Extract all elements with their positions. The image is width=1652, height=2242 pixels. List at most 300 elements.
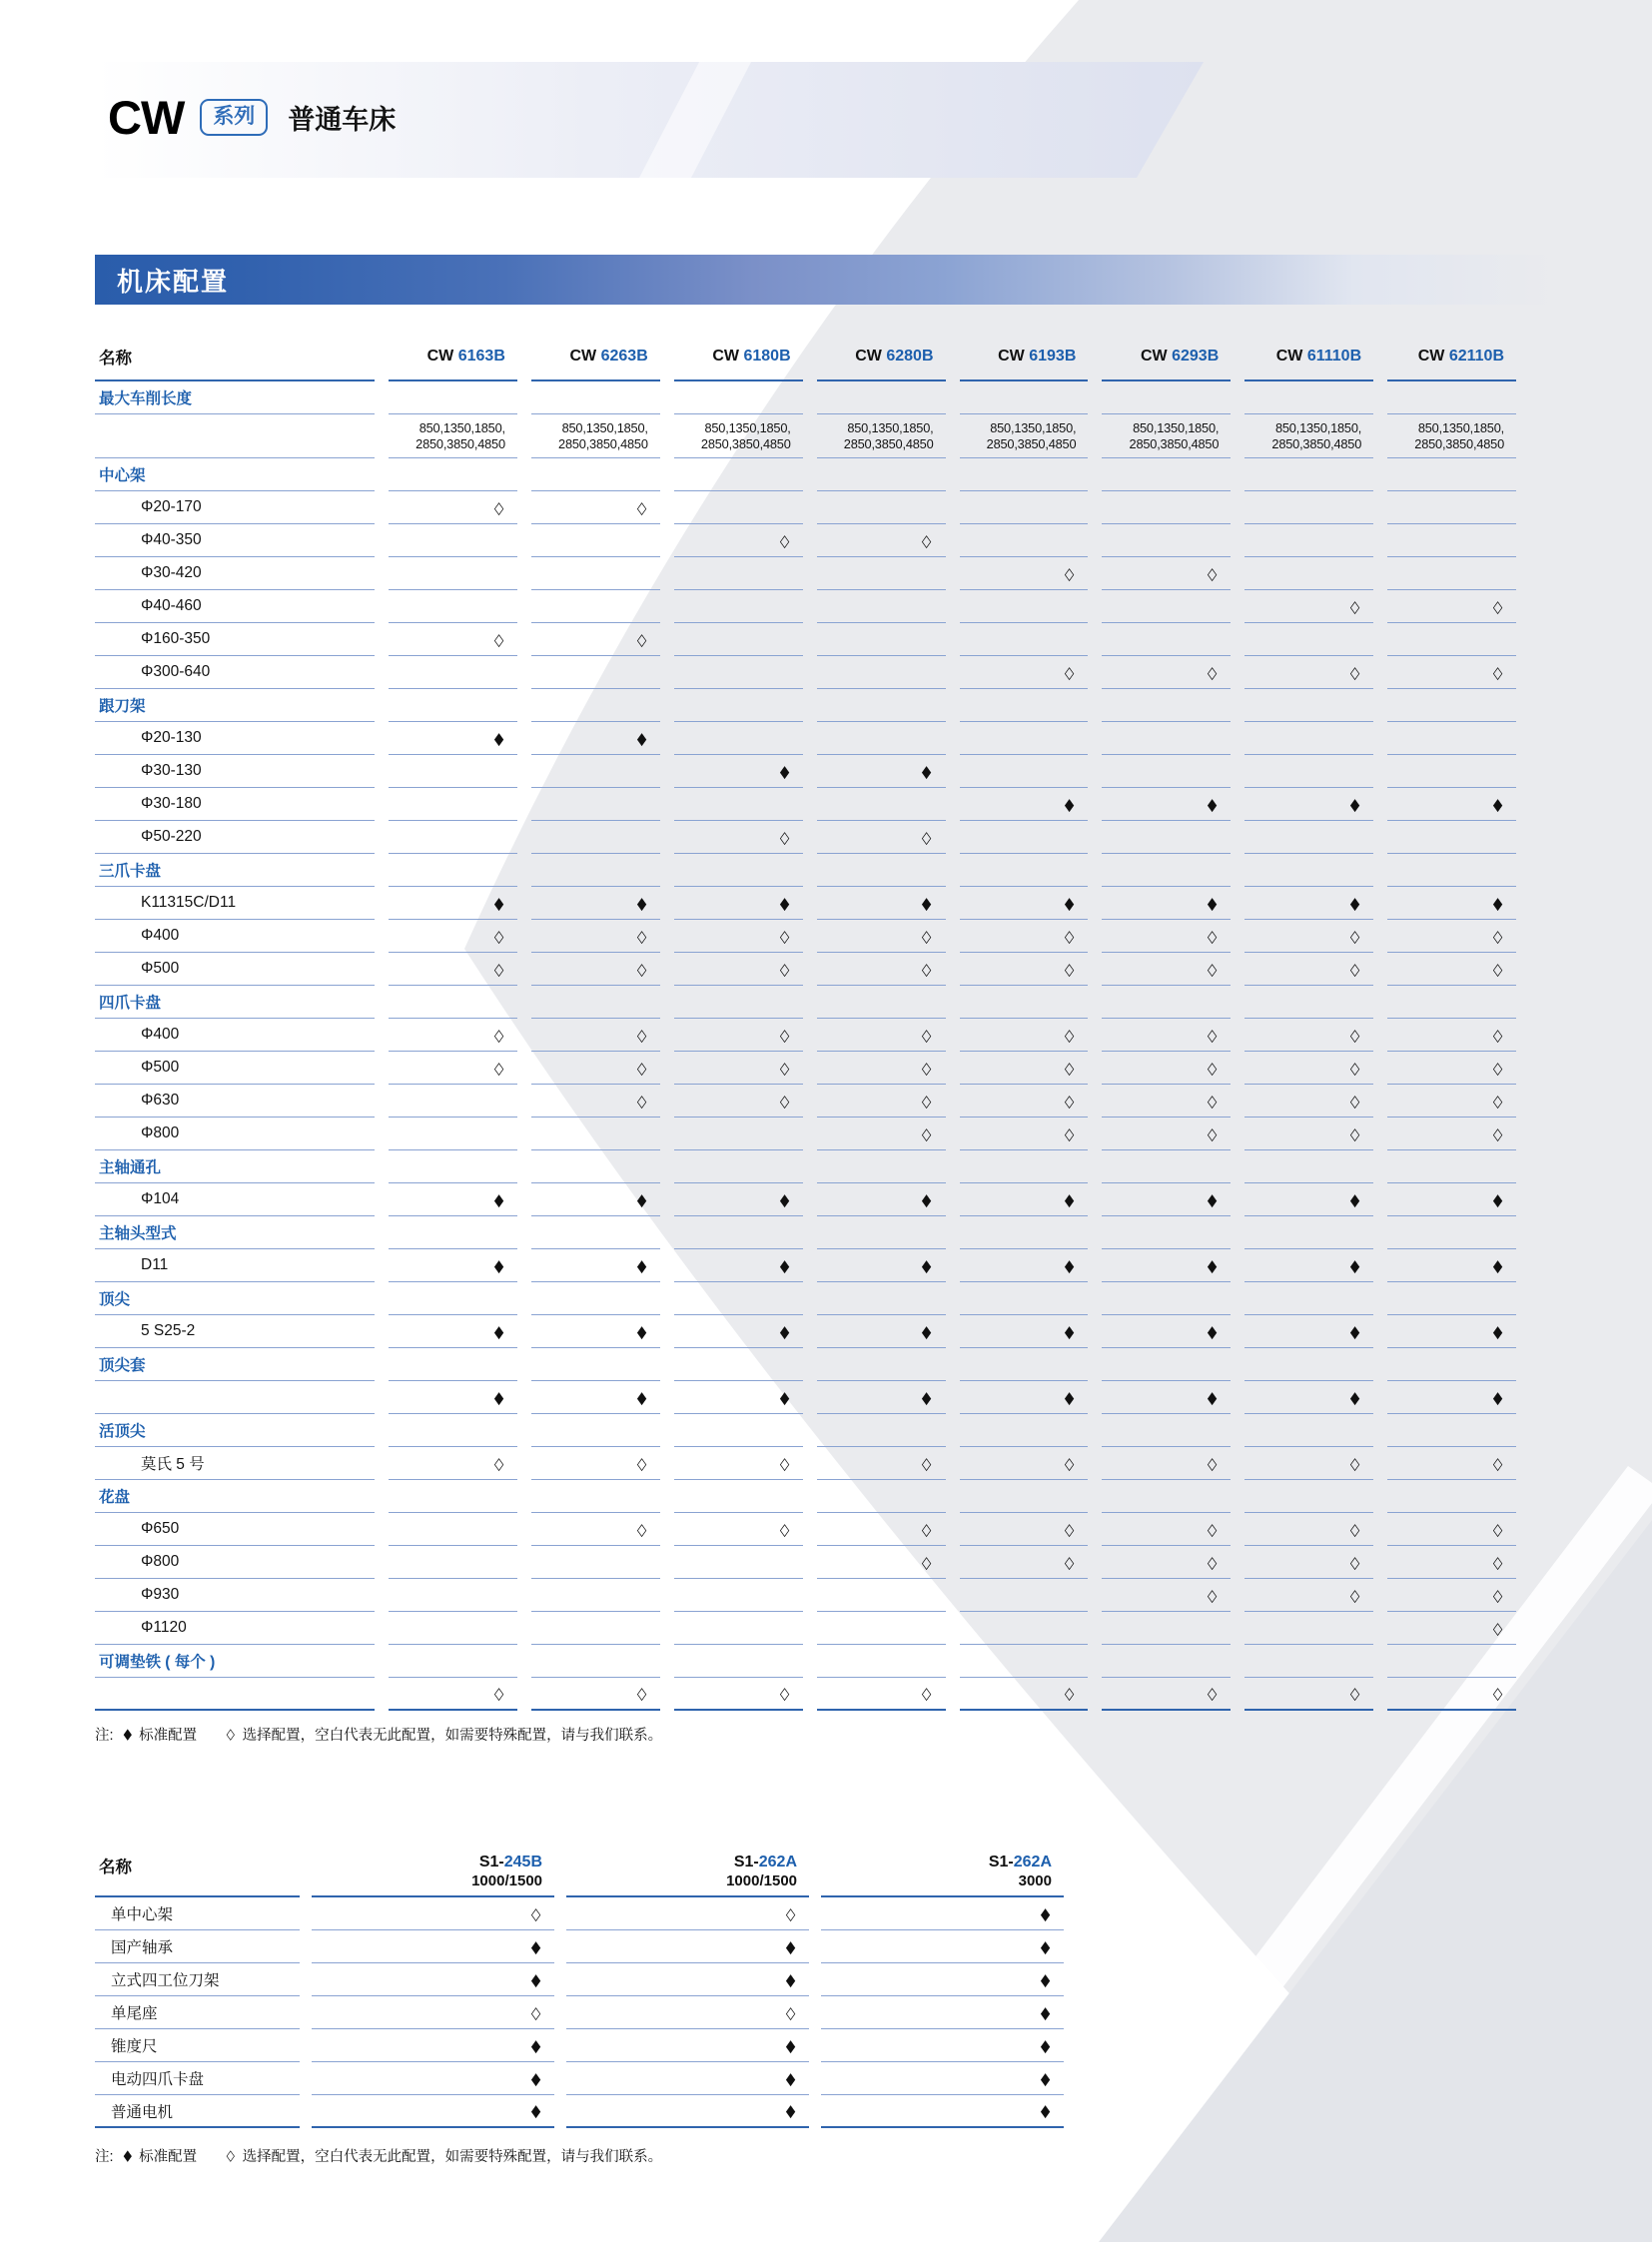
config-cell: [821, 1963, 1064, 1996]
row-label: [95, 1678, 375, 1711]
config-cell: [389, 1019, 517, 1052]
standard-diamond-icon: ◆: [636, 893, 646, 913]
config-cell: [1102, 1216, 1231, 1249]
config-cell: [1244, 590, 1373, 623]
config-cell: [312, 2029, 554, 2062]
row-label: [95, 381, 375, 414]
table-row: [95, 1480, 1516, 1513]
standard-diamond-icon: ◆: [493, 893, 504, 913]
row-label: [95, 524, 375, 557]
optional-diamond-icon: ◇: [636, 1453, 646, 1473]
optional-diamond-icon: ◇: [785, 2002, 796, 2022]
config-cell: [817, 755, 946, 788]
config-cell: [1244, 1579, 1373, 1612]
config-cell: [674, 1315, 803, 1348]
item-label: 锥度尺: [111, 2038, 158, 2055]
config-cell: [1387, 1546, 1516, 1579]
config-cell: [960, 656, 1089, 689]
max-length-line2: 2850,3850,4850: [558, 435, 648, 451]
model-sub: 1000/1500: [726, 1871, 797, 1889]
config-cell: [1102, 887, 1231, 920]
model-code: 61110B: [1306, 348, 1362, 365]
config-cell: [674, 755, 803, 788]
optional-diamond-icon: ◇: [1492, 1453, 1503, 1473]
item-label: 单尾座: [111, 2005, 158, 2022]
config-cell: [674, 1085, 803, 1118]
config-cell: [1244, 491, 1373, 524]
optional-diamond-icon: ◇: [530, 1903, 541, 1923]
standard-diamond-icon: ◆: [779, 1189, 789, 1209]
config-cell: [389, 491, 517, 524]
standard-diamond-icon: ◆: [493, 1189, 504, 1209]
config-cell: [1102, 1546, 1231, 1579]
config-cell: [531, 1085, 660, 1118]
config-cell: [1244, 1645, 1373, 1678]
category-label: 三爪卡盘: [99, 863, 162, 880]
row-label: [95, 414, 375, 458]
row-label: [95, 1381, 375, 1414]
row-label: [95, 1546, 375, 1579]
config-cell: [1244, 1183, 1373, 1216]
config-cell: [1244, 458, 1373, 491]
config-cell: [674, 1678, 803, 1711]
config-cell: [674, 1282, 803, 1315]
item-label: Φ50-220: [141, 828, 202, 845]
config-cell: [821, 1897, 1064, 1930]
config-cell: [312, 2095, 554, 2128]
config-cell: [1102, 1480, 1231, 1513]
model-code: 262A: [758, 1853, 797, 1870]
config-cell: [1387, 722, 1516, 755]
optional-diamond-icon: ◇: [1349, 926, 1360, 946]
config-cell: [960, 1348, 1089, 1381]
config-cell: [817, 1612, 946, 1645]
config-cell: [960, 1447, 1089, 1480]
optional-diamond-icon: ◇: [1349, 596, 1360, 616]
config-cell: [531, 1414, 660, 1447]
config-cell: [389, 722, 517, 755]
config-cell: [1102, 854, 1231, 887]
optional-diamond-icon: ◇: [1492, 1552, 1503, 1572]
item-label: 国产轴承: [111, 1939, 174, 1956]
config-cell: [389, 1183, 517, 1216]
config-cell: [531, 557, 660, 590]
config-cell: [1244, 1216, 1373, 1249]
optional-diamond-icon: ◇: [530, 2002, 541, 2022]
table-row: [95, 1019, 1516, 1052]
row-label: [95, 458, 375, 491]
config-cell: [960, 491, 1089, 524]
table-row: [95, 1150, 1516, 1183]
config-cell: [531, 656, 660, 689]
config-cell: [674, 1447, 803, 1480]
config-cell: [674, 1414, 803, 1447]
optional-diamond-icon: ◇: [1208, 1585, 1218, 1605]
optional-diamond-icon: ◇: [922, 926, 932, 946]
config-cell: [312, 1897, 554, 1930]
category-label: 花盘: [99, 1489, 131, 1506]
standard-diamond-icon: ◆: [123, 1726, 132, 1743]
table-row: [95, 1085, 1516, 1118]
column-header-model: [674, 334, 803, 381]
config-cell: [1244, 1282, 1373, 1315]
optional-diamond-icon: ◇: [1349, 1519, 1360, 1539]
standard-diamond-icon: ◆: [785, 1969, 796, 1989]
optional-diamond-icon: ◇: [785, 1903, 796, 1923]
config-cell: [817, 1348, 946, 1381]
config-cell: [1387, 854, 1516, 887]
item-label: Φ40-460: [141, 597, 202, 614]
config-cell: [389, 887, 517, 920]
standard-diamond-icon: ◆: [636, 1255, 646, 1275]
table-row: [95, 524, 1516, 557]
table-row: [95, 458, 1516, 491]
config-cell: [566, 2029, 809, 2062]
row-label: [95, 953, 375, 986]
optional-diamond-icon: ◇: [779, 1058, 789, 1078]
standard-diamond-icon: ◆: [1040, 2068, 1051, 2088]
config-cell: [1102, 1513, 1231, 1546]
config-cell: [389, 821, 517, 854]
row-label: [95, 689, 375, 722]
column-header-model: [312, 1836, 554, 1897]
model-prefix: CW: [1140, 348, 1173, 365]
optional-diamond-icon: ◇: [1349, 662, 1360, 682]
config-cell: [1244, 755, 1373, 788]
config-cell: [1387, 1513, 1516, 1546]
config-cell: [566, 1963, 809, 1996]
config-cell: [389, 1381, 517, 1414]
row-label: [95, 1052, 375, 1085]
config-cell: [817, 458, 946, 491]
config-cell: [1102, 689, 1231, 722]
optional-diamond-icon: ◇: [1065, 1123, 1075, 1143]
optional-diamond-icon: ◇: [922, 1123, 932, 1143]
config-cell: [1244, 887, 1373, 920]
max-length-line1: 850,1350,1850,: [418, 420, 505, 436]
config-cell: [960, 953, 1089, 986]
standard-diamond-icon: ◆: [1065, 1255, 1075, 1275]
standard-diamond-icon: ◆: [1208, 794, 1218, 814]
config-cell: [1244, 524, 1373, 557]
row-label: [95, 1513, 375, 1546]
optional-diamond-icon: ◇: [779, 530, 789, 550]
config-cell: [531, 1645, 660, 1678]
config-cell: [674, 1118, 803, 1150]
optional-diamond-icon: ◇: [1065, 662, 1075, 682]
config-cell: [1102, 1414, 1231, 1447]
standard-diamond-icon: ◆: [493, 728, 504, 748]
config-cell: [1387, 788, 1516, 821]
item-label: Φ500: [141, 960, 180, 977]
config-cell: [817, 623, 946, 656]
config-cell: [389, 1085, 517, 1118]
config-cell: [1244, 1315, 1373, 1348]
config-cell: [674, 920, 803, 953]
optional-diamond-icon: ◇: [1349, 1453, 1360, 1473]
table-row: [95, 1579, 1516, 1612]
optional-diamond-icon: ◇: [636, 1519, 646, 1539]
config-cell: [960, 1513, 1089, 1546]
row-label: [95, 1249, 375, 1282]
optional-diamond-icon: ◇: [1208, 1025, 1218, 1045]
optional-diamond-icon: ◇: [1492, 596, 1503, 616]
config-cell: [531, 854, 660, 887]
config-cell: [1387, 1282, 1516, 1315]
config-cell: [531, 1216, 660, 1249]
config-cell: [1244, 953, 1373, 986]
config-cell: [1244, 821, 1373, 854]
model-code: 245B: [503, 1853, 542, 1870]
item-label: 5 S25-2: [141, 1322, 196, 1339]
table-row: [95, 1996, 1064, 2029]
config-cell: [821, 2095, 1064, 2128]
config-cell: [960, 557, 1089, 590]
optional-diamond-icon: ◇: [779, 1684, 789, 1703]
optional-diamond-icon: ◇: [779, 1453, 789, 1473]
config-cell: [1244, 1118, 1373, 1150]
config-cell: [674, 458, 803, 491]
config-cell: [960, 1678, 1089, 1711]
config-cell: [531, 524, 660, 557]
row-label: [95, 2029, 300, 2062]
legend-note: [95, 1724, 662, 1745]
max-length-cell: [389, 414, 517, 458]
optional-diamond-icon: ◇: [1492, 926, 1503, 946]
config-cell: [1387, 1579, 1516, 1612]
config-cell: [1102, 1612, 1231, 1645]
config-cell: [531, 1019, 660, 1052]
config-cell: [960, 1118, 1089, 1150]
model-prefix: CW: [569, 348, 601, 365]
config-cell: [960, 524, 1089, 557]
config-cell: [1387, 656, 1516, 689]
config-cell: [1387, 1645, 1516, 1678]
model-prefix: S1-: [478, 1853, 504, 1870]
optional-diamond-icon: ◇: [493, 1453, 504, 1473]
row-label: [95, 1480, 375, 1513]
max-length-line1: 850,1350,1850,: [990, 420, 1077, 436]
config-cell: [960, 887, 1089, 920]
row-label: [95, 1897, 300, 1930]
config-cell: [821, 2062, 1064, 2095]
config-cell: [312, 1996, 554, 2029]
row-label: [95, 590, 375, 623]
model-prefix: CW: [712, 348, 744, 365]
config-cell: [1387, 1019, 1516, 1052]
config-cell: [1244, 689, 1373, 722]
config-cell: [1387, 887, 1516, 920]
config-cell: [674, 986, 803, 1019]
optional-diamond-icon: ◇: [1208, 1684, 1218, 1703]
model-code: 6193B: [1029, 348, 1077, 365]
config-cell: [531, 953, 660, 986]
optional-diamond-icon: ◇: [493, 1025, 504, 1045]
optional-diamond-icon: ◇: [1349, 959, 1360, 979]
standard-diamond-icon: ◆: [1349, 1387, 1360, 1407]
config-cell: [389, 953, 517, 986]
table-row: [95, 1930, 1064, 1963]
config-cell: [1387, 623, 1516, 656]
config-cell: [674, 1513, 803, 1546]
config-cell: [674, 1052, 803, 1085]
column-header-model: [821, 1836, 1064, 1897]
model-code: 62110B: [1448, 348, 1504, 365]
row-label: [95, 821, 375, 854]
standard-diamond-icon: ◆: [1065, 1321, 1075, 1341]
model-code: 262A: [1013, 1853, 1052, 1870]
optional-diamond-icon: ◇: [1065, 1453, 1075, 1473]
config-cell: [1102, 491, 1231, 524]
config-cell: [1102, 1282, 1231, 1315]
standard-diamond-icon: ◆: [779, 893, 789, 913]
config-cell: [1387, 1216, 1516, 1249]
model-prefix: S1-: [988, 1853, 1014, 1870]
standard-diamond-icon: ◆: [1065, 794, 1075, 814]
config-cell: [960, 1645, 1089, 1678]
config-cell: [817, 689, 946, 722]
config-cell: [817, 1216, 946, 1249]
item-label: Φ500: [141, 1059, 180, 1076]
config-cell: [1244, 1052, 1373, 1085]
config-cell: [1387, 1249, 1516, 1282]
config-cell: [674, 1612, 803, 1645]
standard-diamond-icon: ◆: [1040, 2002, 1051, 2022]
config-cell: [1244, 920, 1373, 953]
config-cell: [1387, 986, 1516, 1019]
standard-diamond-icon: ◆: [493, 1321, 504, 1341]
table-row: [95, 986, 1516, 1019]
config-cell: [817, 953, 946, 986]
section-header: [95, 255, 1558, 305]
max-length-line1: 850,1350,1850,: [1274, 420, 1362, 436]
config-cell: [1102, 1052, 1231, 1085]
config-cell: [1102, 788, 1231, 821]
config-cell: [1244, 1085, 1373, 1118]
config-cell: [674, 1183, 803, 1216]
table-row: [95, 1249, 1516, 1282]
standard-diamond-icon: ◆: [1040, 2101, 1051, 2120]
table-row: [95, 722, 1516, 755]
table-row: [95, 1118, 1516, 1150]
config-cell: [960, 1282, 1089, 1315]
optional-diamond-icon: ◇: [1065, 959, 1075, 979]
row-label: [95, 1579, 375, 1612]
standard-diamond-icon: ◆: [1492, 1387, 1503, 1407]
config-cell: [1102, 1348, 1231, 1381]
standard-diamond-icon: ◆: [785, 2035, 796, 2055]
config-cell: [1387, 1183, 1516, 1216]
config-cell: [674, 1348, 803, 1381]
config-cell: [817, 1118, 946, 1150]
config-cell: [817, 1579, 946, 1612]
config-cell: [531, 1447, 660, 1480]
config-cell: [674, 557, 803, 590]
config-cell: [1102, 1447, 1231, 1480]
column-header-model: [817, 334, 946, 381]
category-label: 活顶尖: [99, 1423, 146, 1440]
model-sub: 1000/1500: [471, 1871, 542, 1889]
item-label: Φ20-130: [141, 729, 202, 746]
standard-diamond-icon: ◆: [1492, 1255, 1503, 1275]
standard-diamond-icon: ◆: [1208, 893, 1218, 913]
standard-diamond-icon: ◆: [1349, 1189, 1360, 1209]
item-label: Φ104: [141, 1190, 180, 1207]
config-cell: [1102, 953, 1231, 986]
optional-diamond-icon: ◇: [1065, 926, 1075, 946]
config-cell: [531, 623, 660, 656]
optional-diamond-icon: ◇: [1208, 1123, 1218, 1143]
optional-label: 选择配置: [242, 2149, 301, 2165]
config-cell: [389, 1546, 517, 1579]
config-cell: [674, 722, 803, 755]
config-cell: [817, 1447, 946, 1480]
config-cell: [817, 557, 946, 590]
column-header-name: 名称: [95, 1836, 300, 1897]
config-cell: [1244, 722, 1373, 755]
config-cell: [1244, 557, 1373, 590]
config-cell: [674, 1579, 803, 1612]
optional-diamond-icon: ◇: [493, 629, 504, 649]
model-prefix: CW: [1275, 348, 1307, 365]
config-cell: [1244, 1513, 1373, 1546]
optional-diamond-icon: ◇: [226, 1726, 236, 1743]
optional-diamond-icon: ◇: [1208, 563, 1218, 583]
standard-diamond-icon: ◆: [922, 1189, 932, 1209]
optional-diamond-icon: ◇: [779, 959, 789, 979]
table-row: [95, 1546, 1516, 1579]
config-cell: [389, 1315, 517, 1348]
row-label: [95, 1930, 300, 1963]
config-cell: [960, 1183, 1089, 1216]
table-row: [95, 854, 1516, 887]
config-cell: [817, 821, 946, 854]
config-cell: [389, 755, 517, 788]
row-label: [95, 1150, 375, 1183]
config-cell: [1387, 821, 1516, 854]
config-cell: [389, 1348, 517, 1381]
config-cell: [817, 590, 946, 623]
table-row: [95, 491, 1516, 524]
config-cell: [1244, 788, 1373, 821]
item-label: Φ400: [141, 1026, 180, 1043]
config-cell: [1387, 1480, 1516, 1513]
model-code: 6293B: [1172, 348, 1220, 365]
config-cell: [1102, 1381, 1231, 1414]
config-cell: [817, 854, 946, 887]
standard-diamond-icon: ◆: [636, 1321, 646, 1341]
config-cell: [960, 1414, 1089, 1447]
table-row: [95, 1315, 1516, 1348]
max-length-cell: [531, 414, 660, 458]
optional-diamond-icon: ◇: [636, 1684, 646, 1703]
row-label: [95, 920, 375, 953]
config-cell: [389, 1645, 517, 1678]
config-cell: [1244, 381, 1373, 414]
config-cell: [531, 458, 660, 491]
config-cell: [960, 788, 1089, 821]
standard-diamond-icon: ◆: [1492, 1321, 1503, 1341]
standard-diamond-icon: ◆: [636, 728, 646, 748]
config-cell: [1387, 1085, 1516, 1118]
item-label: 单中心架: [111, 1906, 174, 1923]
optional-diamond-icon: ◇: [1492, 1618, 1503, 1638]
config-cell: [1387, 689, 1516, 722]
legend-note-2: [95, 2145, 662, 2166]
config-cell: [1387, 1381, 1516, 1414]
item-label: 普通电机: [111, 2103, 174, 2121]
optional-diamond-icon: ◇: [922, 1684, 932, 1703]
